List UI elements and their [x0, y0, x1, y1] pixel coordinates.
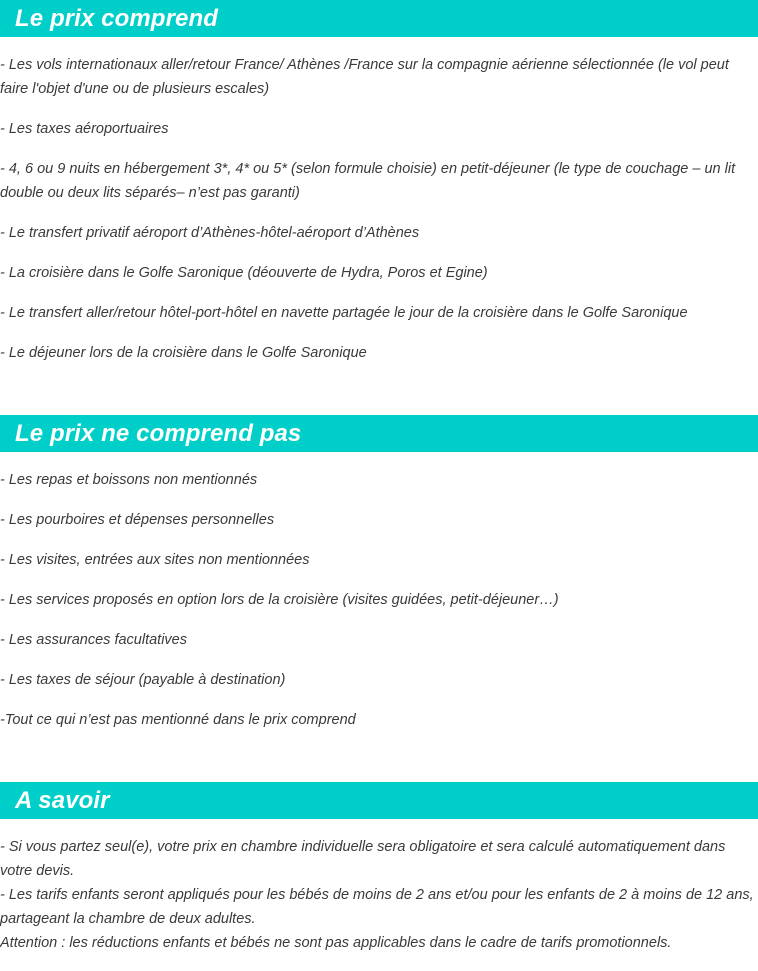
section-title: Le prix ne comprend pas	[0, 415, 758, 452]
list-item: - Le déjeuner lors de la croisière dans le Golfe Saronique	[0, 345, 367, 361]
list-item: - Le transfert aller/retour hôtel-port-hôtel en navette partagée le jour de la croisière dans le Golfe Saronique	[0, 305, 688, 321]
list-item: - Les tarifs enfants seront appliqués pour les bébés de moins de 2 ans et/ou pour les enfants de 2 à moins de 12 ans, partageant la chambre de deux adultes.	[0, 887, 754, 927]
section-title: Le prix comprend	[0, 0, 758, 37]
section-good-to-know	[0, 782, 758, 955]
list-item: - Si vous partez seul(e), votre prix en chambre individuelle sera obligatoire et sera calculé automatiquement dans votre devis.	[0, 839, 726, 879]
info-list	[0, 835, 758, 955]
section-price-excludes	[0, 415, 758, 748]
list-item: - Les assurances facultatives	[0, 632, 187, 648]
list-item: Attention : les réductions enfants et bébés ne sont pas applicables dans le cadre de tarifs promotionnels.	[0, 935, 672, 951]
list-item: - 4, 6 ou 9 nuits en hébergement 3*, 4* ou 5* (selon formule choisie) en petit-déjeuner (le type de couchage – un lit double ou deux lits séparés– n’est pas garanti)	[0, 161, 736, 201]
list-item: - Les vols internationaux aller/retour France/ Athènes /France sur la compagnie aérienne sélectionnée (le vol peut faire l'objet d'une ou de plusieurs escales)	[0, 57, 729, 97]
list-item: - Les taxes de séjour (payable à destination)	[0, 672, 286, 688]
includes-list	[0, 53, 758, 365]
list-item: - Les repas et boissons non mentionnés	[0, 472, 258, 488]
list-item: - Les pourboires et dépenses personnelles	[0, 512, 275, 528]
section-price-includes	[0, 0, 758, 381]
list-item: - La croisière dans le Golfe Saronique (déouverte de Hydra, Poros et Egine)	[0, 265, 488, 281]
list-item: - Les visites, entrées aux sites non mentionnées	[0, 552, 310, 568]
section-title: A savoir	[0, 782, 758, 819]
list-item: - Le transfert privatif aéroport d’Athènes-hôtel-aéroport d’Athènes	[0, 225, 420, 241]
list-item: - Les services proposés en option lors de la croisière (visites guidées, petit-déjeuner…)	[0, 592, 559, 608]
list-item: -Tout ce qui n’est pas mentionné dans le prix comprend	[0, 712, 356, 728]
list-item: - Les taxes aéroportuaires	[0, 121, 169, 137]
excludes-list	[0, 468, 758, 732]
